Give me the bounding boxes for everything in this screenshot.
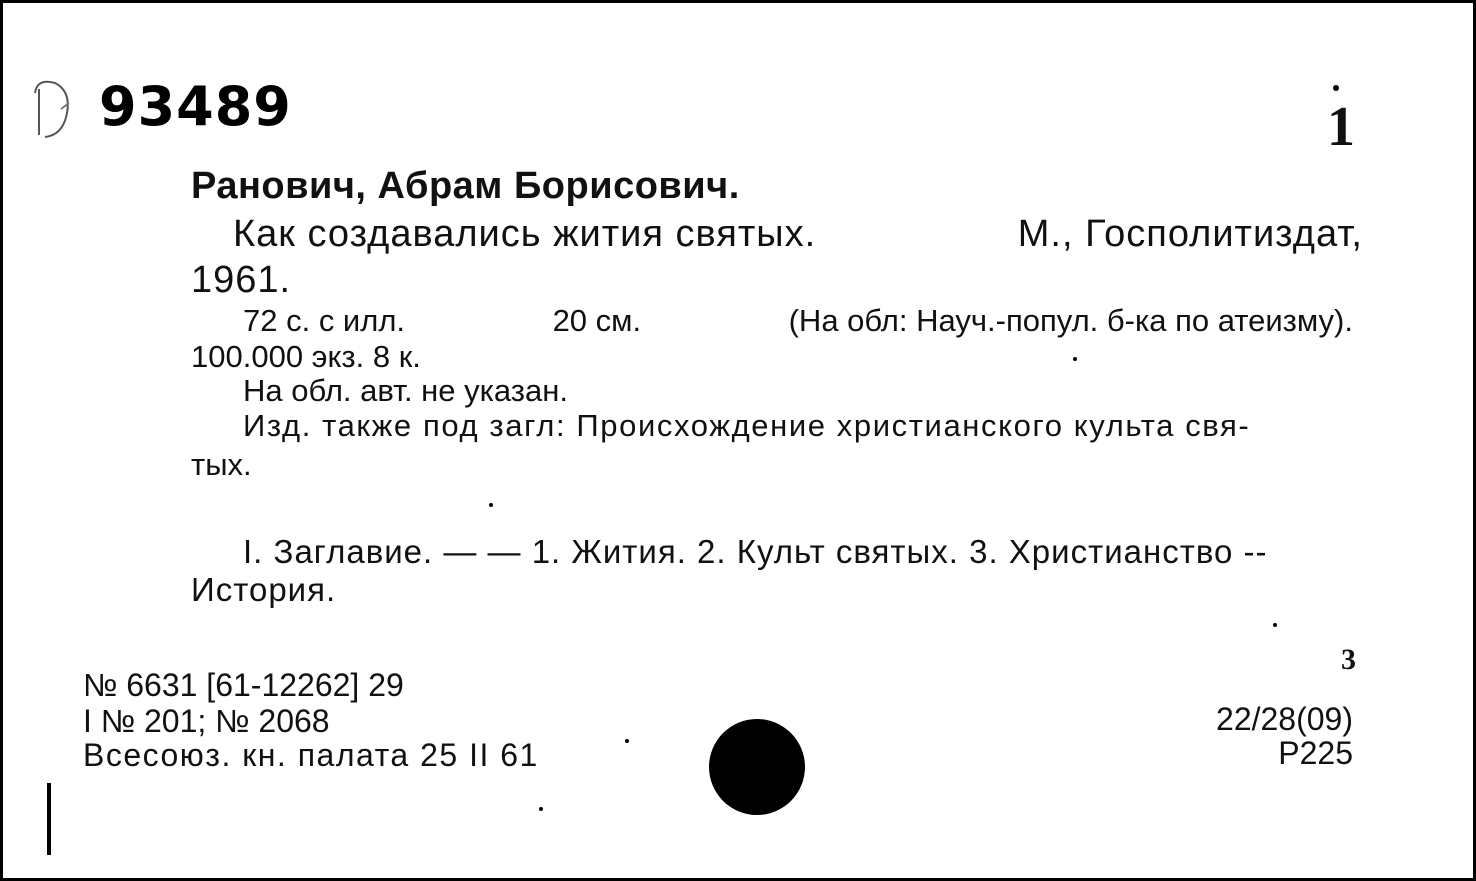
- stamp-mark-icon: [27, 73, 77, 153]
- publication-year: 1961.: [191, 259, 292, 301]
- card-punch-hole: [709, 719, 805, 815]
- classification-code: 22/28(09): [1216, 701, 1353, 737]
- speck: [489, 503, 493, 507]
- physical-description: [243, 303, 1353, 339]
- book-size: 20 см.: [552, 303, 642, 338]
- speck: [539, 807, 543, 811]
- publisher: М., Госполитиздат,: [1017, 213, 1363, 255]
- card-number: 1: [1327, 96, 1355, 158]
- alternate-title-note: Изд. также под загл: Происхождение христианского культа свя-: [243, 408, 1251, 443]
- speck: [1073, 357, 1077, 361]
- mark-dot: [1333, 85, 1339, 91]
- classification-mark: 3: [1341, 643, 1356, 676]
- subject-headings: I. Заглавие. — — 1. Жития. 2. Культ святых. 3. Христианство --: [243, 533, 1268, 570]
- subject-headings-cont: История.: [191, 571, 337, 608]
- book-chamber-stamp: Всесоюз. кн. палата 25 II 61: [83, 737, 539, 773]
- author-heading: Ранович, Абрам Борисович.: [191, 165, 740, 207]
- book-title: Как создавались жития святых.: [233, 213, 817, 255]
- registry-index: I № 201; № 2068: [83, 703, 330, 739]
- handwritten-accession-number: 93489: [99, 75, 292, 138]
- registry-number: № 6631 [61-12262] 29: [83, 667, 404, 703]
- title-line: [233, 213, 1363, 256]
- alternate-title-note-cont: тых.: [191, 447, 252, 482]
- series-note: (На обл: Науч.-попул. б-ка по атеизму).: [788, 303, 1353, 338]
- author-note: На обл. авт. не указан.: [243, 373, 568, 408]
- edge-mark: [47, 783, 51, 855]
- page-count: 72 с. с илл.: [243, 303, 406, 338]
- author-mark: Р225: [1278, 735, 1353, 771]
- speck: [1273, 623, 1277, 627]
- speck: [625, 739, 629, 743]
- edition-info: 100.000 экз. 8 к.: [191, 339, 421, 374]
